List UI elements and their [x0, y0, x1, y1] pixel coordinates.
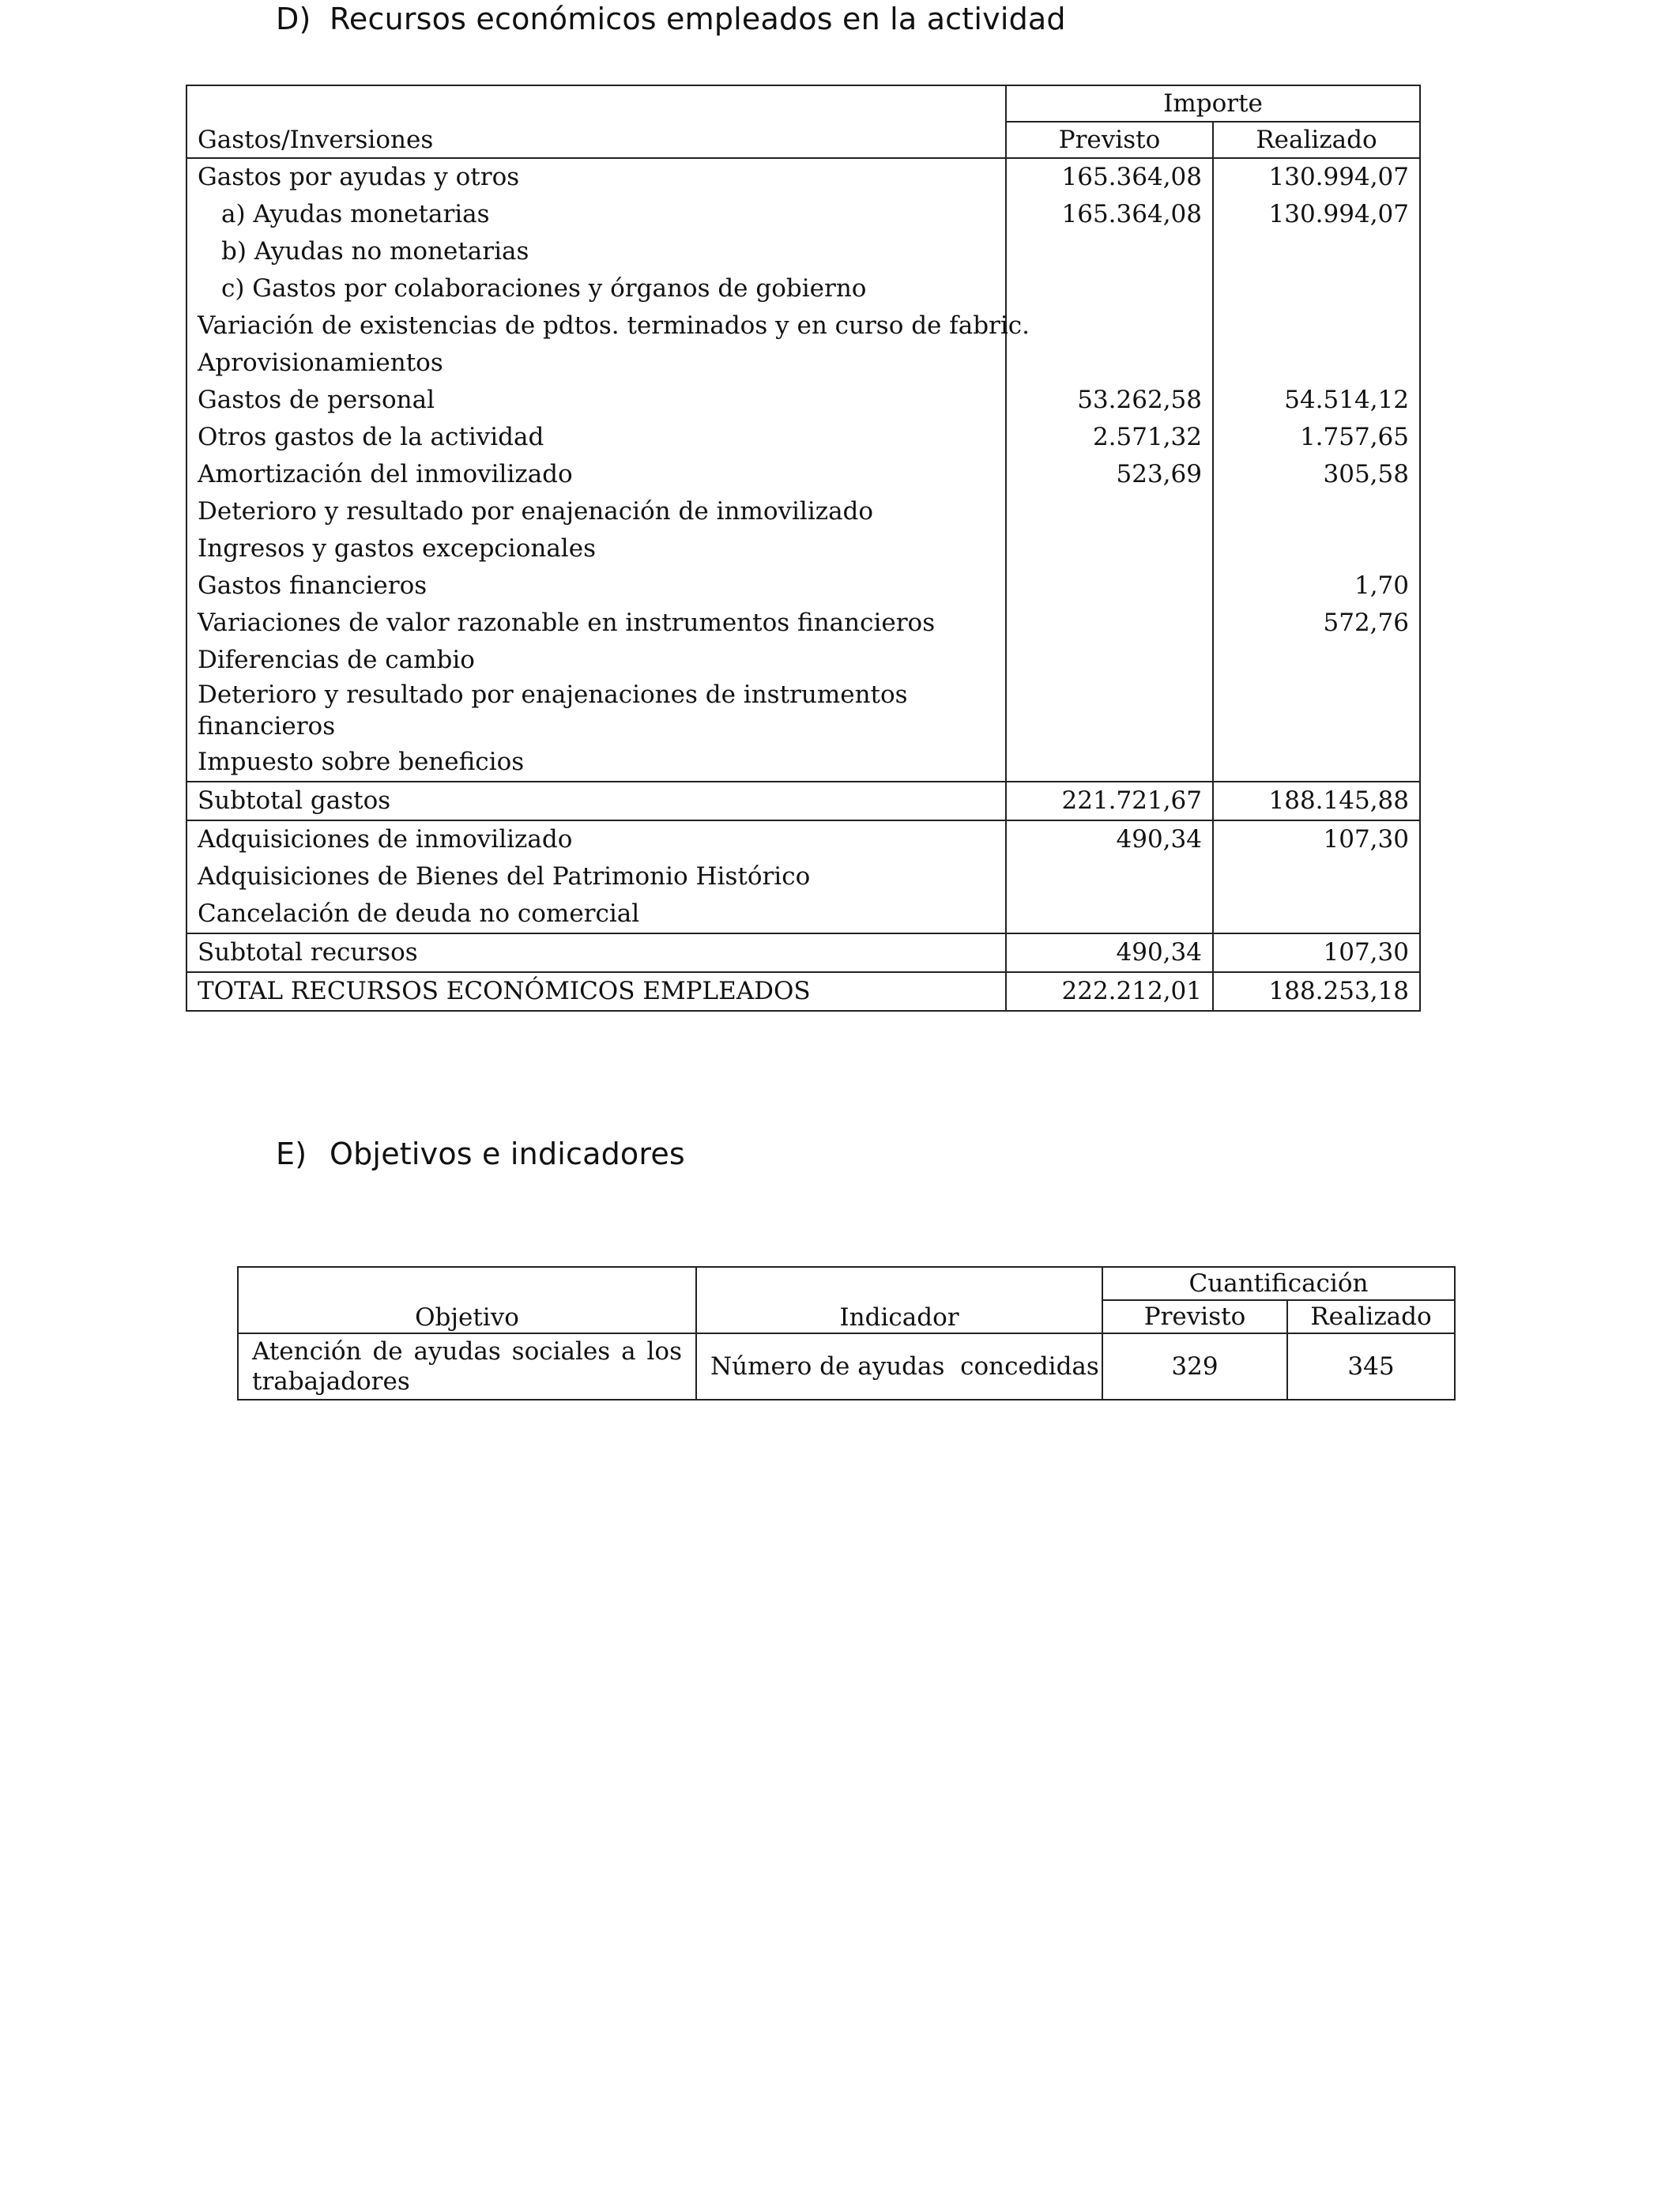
table-row	[186, 567, 1420, 605]
table-header-row	[186, 85, 1420, 122]
row-previsto	[1006, 744, 1213, 782]
table-row	[186, 345, 1420, 382]
row-previsto: 53.262,58	[1006, 382, 1213, 419]
realizado-header: Realizado	[1287, 1300, 1455, 1333]
table-row	[186, 158, 1420, 196]
row-previsto	[1006, 233, 1213, 270]
row-realizado	[1213, 895, 1420, 933]
row-previsto: 165.364,08	[1006, 158, 1213, 196]
row-label: c) Gastos por colaboraciones y órganos de gobierno	[186, 270, 1006, 307]
section-d-letter: D)	[276, 2, 311, 36]
row-previsto	[1006, 679, 1213, 744]
total-label: TOTAL RECURSOS ECONÓMICOS EMPLEADOS	[186, 972, 1006, 1011]
subtotal-gastos-realizado: 188.145,88	[1213, 782, 1420, 820]
section-e-title: Objetivos e indicadores	[330, 1137, 685, 1171]
subtotal-gastos-previsto: 221.721,67	[1006, 782, 1213, 820]
section-d-heading	[276, 2, 1066, 36]
subtotal-gastos-row	[186, 782, 1420, 820]
objetivo-header: Objetivo	[238, 1267, 696, 1333]
row-label: Impuesto sobre beneficios	[186, 744, 1006, 782]
row-realizado: 130.994,07	[1213, 158, 1420, 196]
importe-header: Importe	[1006, 85, 1420, 122]
row-realizado: 107,30	[1213, 820, 1420, 858]
section-e-letter: E)	[276, 1137, 307, 1171]
row-previsto: 165.364,08	[1006, 196, 1213, 233]
table-row	[186, 196, 1420, 233]
table-row	[186, 858, 1420, 895]
total-row	[186, 972, 1420, 1011]
objetivo-cell: Atención de ayudas sociales a los trabajadores	[238, 1333, 696, 1400]
table-row	[186, 233, 1420, 270]
table-row	[186, 307, 1420, 345]
table-row	[186, 493, 1420, 530]
realizado-cell: 345	[1287, 1333, 1455, 1400]
row-label: Aprovisionamientos	[186, 345, 1006, 382]
section-e-heading	[276, 1137, 685, 1171]
table-row	[186, 679, 1420, 744]
row-label: a) Ayudas monetarias	[186, 196, 1006, 233]
table-row	[186, 744, 1420, 782]
row-label: Gastos de personal	[186, 382, 1006, 419]
row-previsto	[1006, 493, 1213, 530]
row-label: Gastos por ayudas y otros	[186, 158, 1006, 196]
section-d-title: Recursos económicos empleados en la actividad	[330, 2, 1066, 36]
row-realizado: 130.994,07	[1213, 196, 1420, 233]
row-previsto: 2.571,32	[1006, 419, 1213, 456]
row-previsto	[1006, 895, 1213, 933]
row-realizado	[1213, 270, 1420, 307]
row-previsto	[1006, 530, 1213, 567]
row-realizado	[1213, 530, 1420, 567]
realizado-header: Realizado	[1213, 122, 1420, 158]
row-label: Adquisiciones de inmovilizado	[186, 820, 1006, 858]
table-row	[186, 270, 1420, 307]
row-previsto	[1006, 270, 1213, 307]
row-previsto	[1006, 858, 1213, 895]
table-row	[186, 456, 1420, 493]
row-realizado	[1213, 345, 1420, 382]
previsto-cell: 329	[1102, 1333, 1287, 1400]
total-realizado: 188.253,18	[1213, 972, 1420, 1011]
gastos-inversiones-table	[186, 85, 1421, 1012]
previsto-header: Previsto	[1102, 1300, 1287, 1333]
indicador-cell: Número de ayudas concedidas	[696, 1333, 1102, 1400]
subtotal-recursos-realizado: 107,30	[1213, 933, 1420, 972]
gastos-inversiones-header: Gastos/Inversiones	[186, 85, 1006, 158]
row-previsto	[1006, 605, 1213, 642]
row-previsto: 523,69	[1006, 456, 1213, 493]
row-previsto	[1006, 345, 1213, 382]
row-realizado	[1213, 744, 1420, 782]
row-realizado: 54.514,12	[1213, 382, 1420, 419]
row-label: Otros gastos de la actividad	[186, 419, 1006, 456]
table-row	[186, 605, 1420, 642]
row-previsto	[1006, 567, 1213, 605]
row-label: b) Ayudas no monetarias	[186, 233, 1006, 270]
row-label: Amortización del inmovilizado	[186, 456, 1006, 493]
table-row	[186, 895, 1420, 933]
objetivos-table	[237, 1266, 1456, 1400]
subtotal-recursos-label: Subtotal recursos	[186, 933, 1006, 972]
row-label: Diferencias de cambio	[186, 642, 1006, 679]
row-realizado	[1213, 642, 1420, 679]
previsto-header: Previsto	[1006, 122, 1213, 158]
total-previsto: 222.212,01	[1006, 972, 1213, 1011]
subtotal-gastos-label: Subtotal gastos	[186, 782, 1006, 820]
row-label: Variaciones de valor razonable en instrumentos financieros	[186, 605, 1006, 642]
row-realizado	[1213, 493, 1420, 530]
row-label: Deterioro y resultado por enajenación de inmovilizado	[186, 493, 1006, 530]
row-label: Ingresos y gastos excepcionales	[186, 530, 1006, 567]
row-realizado: 572,76	[1213, 605, 1420, 642]
row-label: Cancelación de deuda no comercial	[186, 895, 1006, 933]
cuantificacion-header: Cuantificación	[1102, 1267, 1455, 1300]
subtotal-recursos-row	[186, 933, 1420, 972]
row-label: Variación de existencias de pdtos. terminados y en curso de fabric.	[186, 307, 1006, 345]
table-row	[186, 419, 1420, 456]
row-label: Adquisiciones de Bienes del Patrimonio Histórico	[186, 858, 1006, 895]
table-row	[186, 820, 1420, 858]
row-previsto	[1006, 642, 1213, 679]
table-row	[238, 1333, 1455, 1400]
row-realizado: 1,70	[1213, 567, 1420, 605]
indicador-header: Indicador	[696, 1267, 1102, 1333]
table-row	[186, 642, 1420, 679]
row-realizado	[1213, 233, 1420, 270]
row-label: Deterioro y resultado por enajenaciones de instrumentos financieros	[186, 679, 1006, 744]
row-realizado: 305,58	[1213, 456, 1420, 493]
row-label: Gastos financieros	[186, 567, 1006, 605]
row-realizado	[1213, 307, 1420, 345]
subtotal-recursos-previsto: 490,34	[1006, 933, 1213, 972]
row-realizado	[1213, 858, 1420, 895]
table-header-row	[238, 1267, 1455, 1300]
row-realizado	[1213, 679, 1420, 744]
row-previsto	[1006, 307, 1213, 345]
table-row	[186, 382, 1420, 419]
row-previsto: 490,34	[1006, 820, 1213, 858]
table-row	[186, 530, 1420, 567]
row-realizado: 1.757,65	[1213, 419, 1420, 456]
